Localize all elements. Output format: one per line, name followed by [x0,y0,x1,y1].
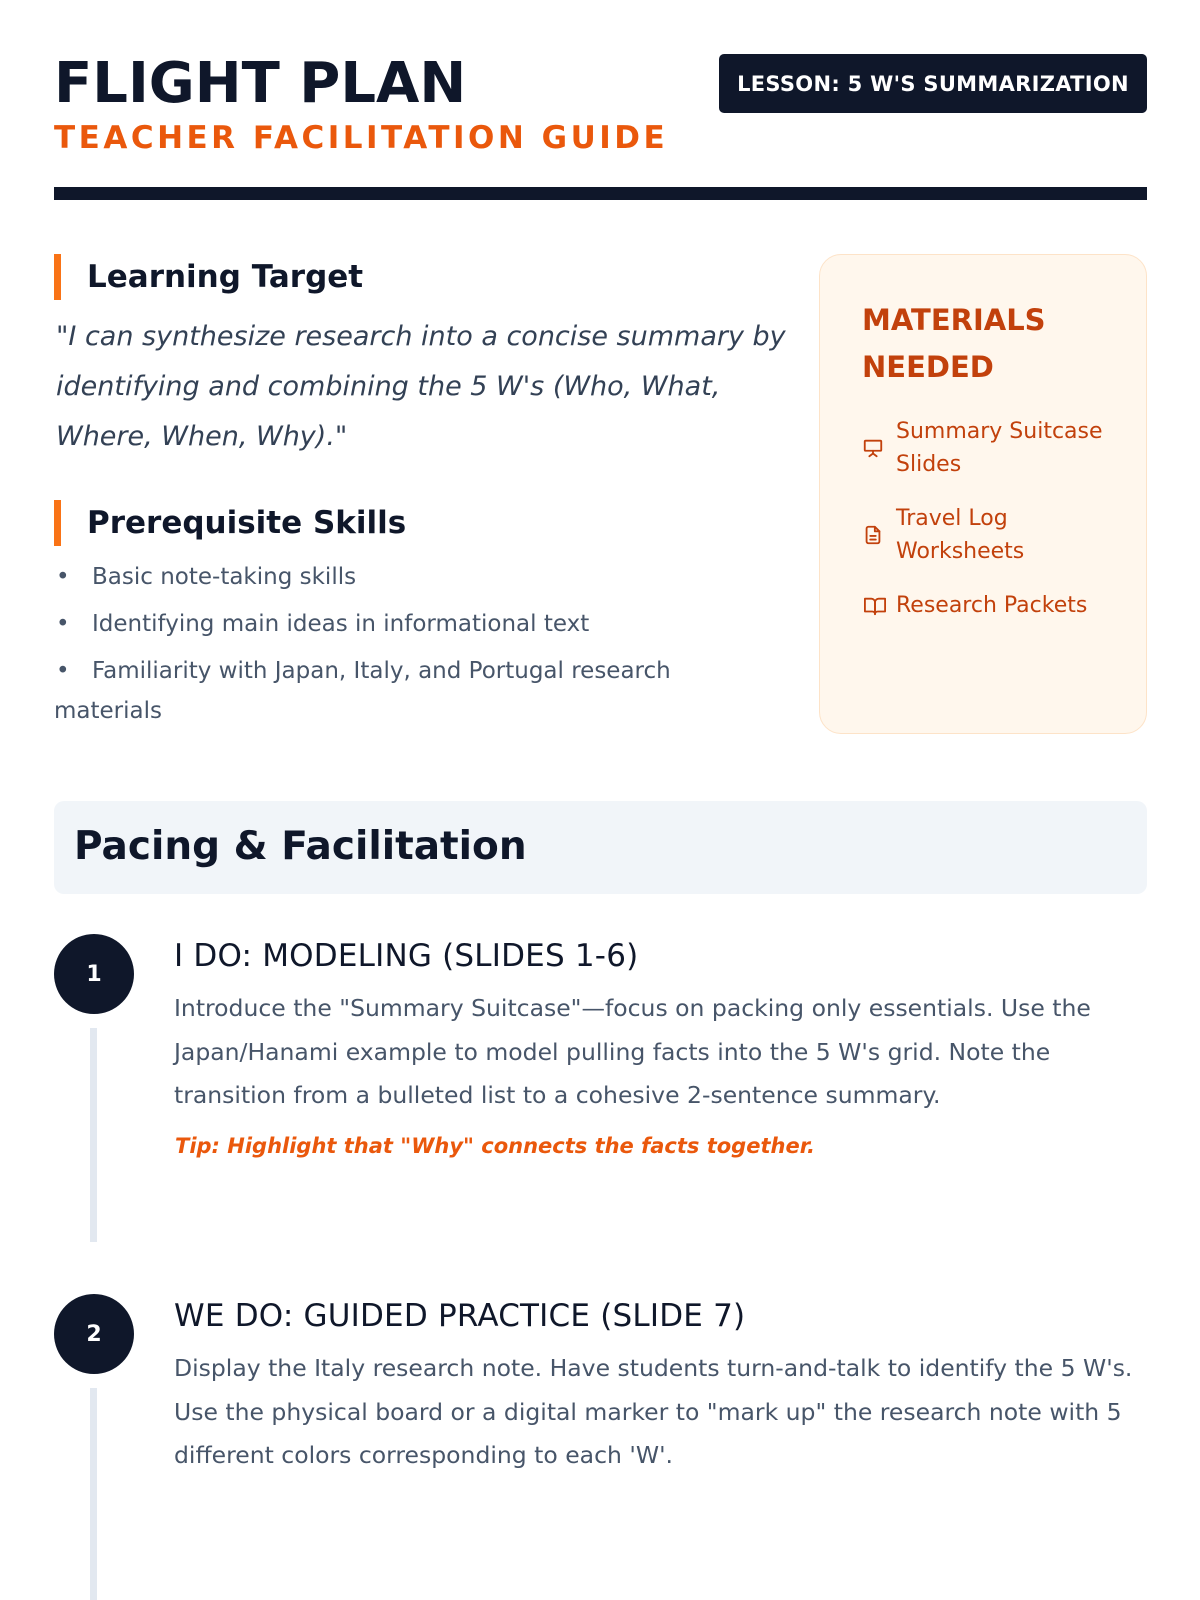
bullet-icon: • [56,658,70,684]
bullet-icon: • [56,611,70,637]
lesson-badge: LESSON: 5 W'S SUMMARIZATION [719,54,1147,113]
material-label: Travel Log Worksheets [896,506,1025,564]
step-description: Introduce the "Summary Suitcase"—focus on packing only essentials. Use the Japan/Hanami example to model pulling facts into the 5 W's grid. Note the transition from a bulleted list to a cohesive 2-sentence summary. [174,994,1091,1109]
timeline-connector [90,1028,97,1242]
bullet-icon: • [56,564,70,590]
learning-target-quote: "I can synthesize research into a concise summary by identifying and combining the 5 W's (Who, What, Where, When, Why)." [56,321,786,452]
material-label: Summary Suitcase Slides [896,419,1103,477]
step-title: I DO: MODELING (SLIDES 1-6) [174,938,639,974]
materials-heading: MATERIALS NEEDED [862,303,1046,384]
materials-card [819,254,1147,734]
prerequisite-skills-list [54,557,774,738]
learning-target-heading: Learning Target [54,254,363,300]
step-description: Display the Italy research note. Have students turn-and-talk to identify the 5 W's. Use the physical board or a digital marker to "mark up" the research note with 5 different colors corresponding to each 'W'. [174,1354,1133,1469]
timeline-connector [90,1388,97,1600]
list-item [54,604,774,644]
page-subtitle: TEACHER FACILITATION GUIDE [54,120,669,156]
material-item-worksheets [862,502,1106,568]
prerequisite-label: Basic note-taking skills [92,564,357,590]
material-label: Research Packets [896,593,1088,618]
pacing-heading: Pacing & Facilitation [74,824,527,869]
header-divider [54,187,1147,200]
prerequisite-label: Familiarity with Japan, Italy, and Portugal research materials [54,658,671,724]
step-tip: Tip: Highlight that "Why" connects the facts together. [175,1134,816,1158]
step-title: WE DO: GUIDED PRACTICE (SLIDE 7) [174,1298,746,1334]
step-number-badge: 1 [54,934,134,1014]
page-title: FLIGHT PLAN [54,51,467,116]
book-icon [862,595,896,617]
material-item-research-packets [862,589,1106,622]
list-item [54,651,774,731]
prerequisite-label: Identifying main ideas in informational text [92,611,590,637]
material-item-slides [862,415,1106,481]
document-icon [862,524,896,546]
presentation-icon [862,437,896,459]
pacing-section-header [54,801,1147,894]
list-item [54,557,774,597]
step-number-badge: 2 [54,1294,134,1374]
prerequisite-skills-heading: Prerequisite Skills [54,500,406,546]
